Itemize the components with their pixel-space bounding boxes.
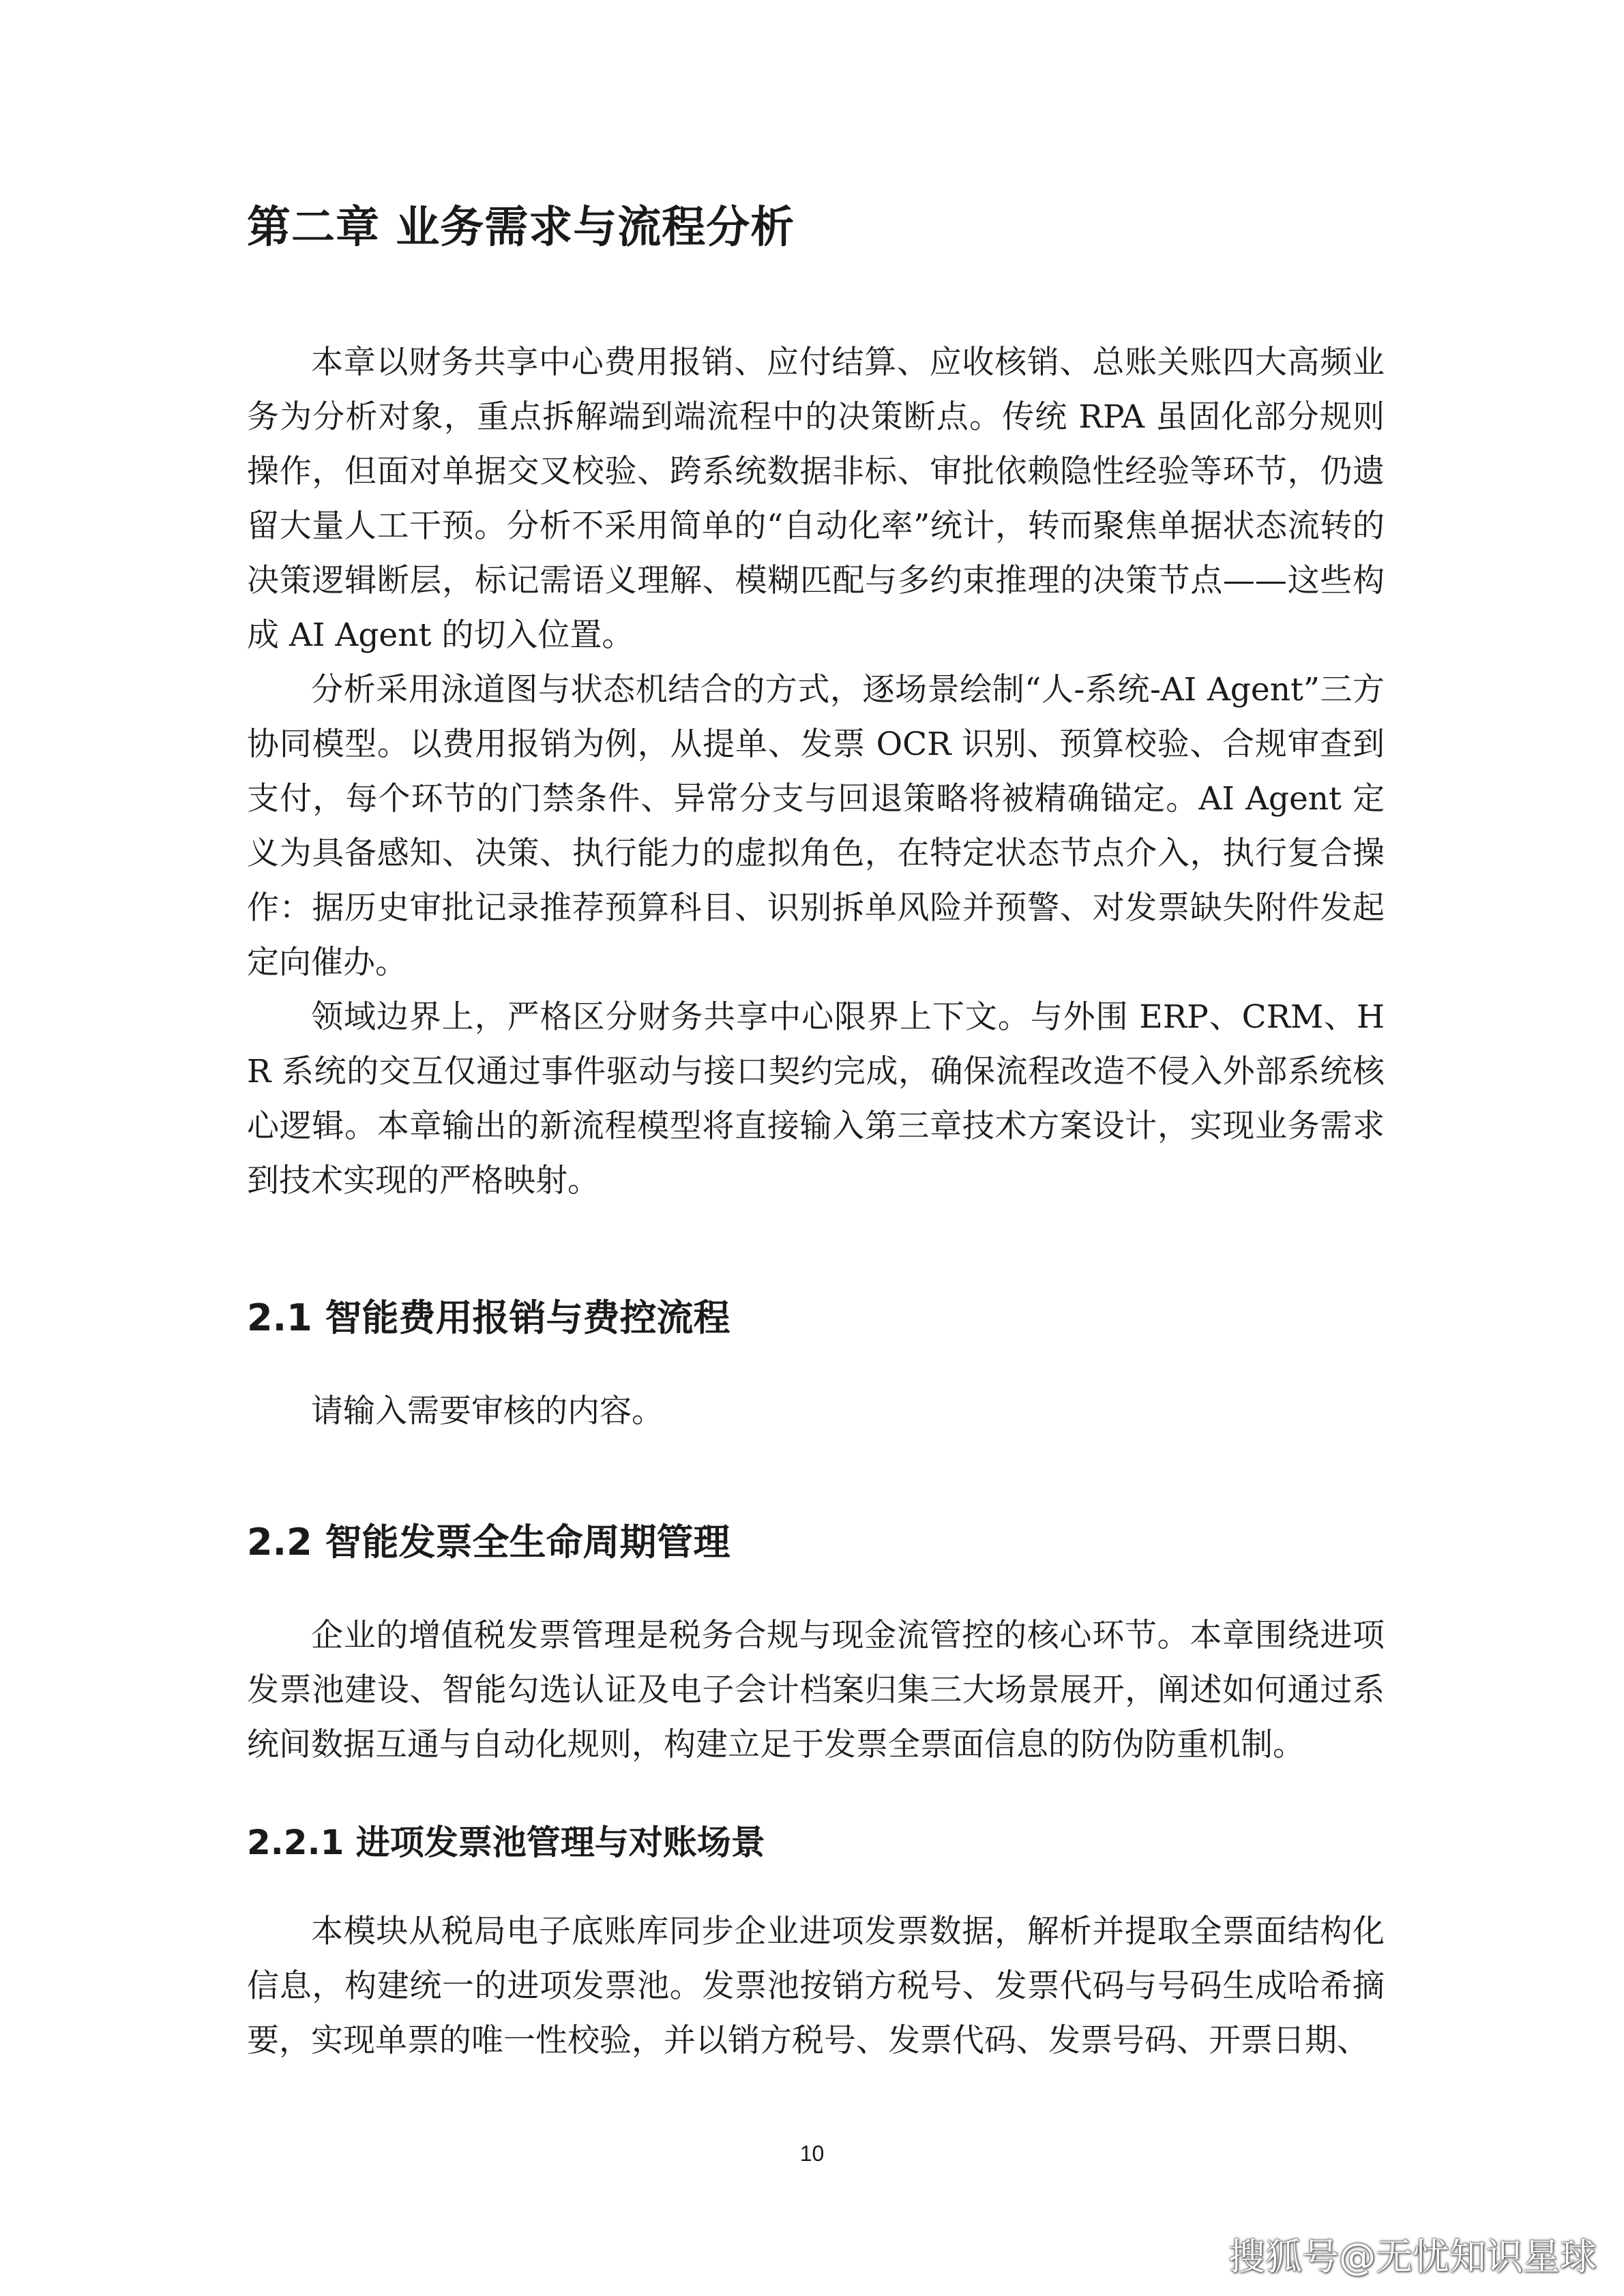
intro-paragraph-2: 分析采用泳道图与状态机结合的方式，逐场景绘制“人-系统-AI Agent”三方协同模型。以费用报销为例，从提单、发票 OCR 识别、预算校验、合规审查到支付，每个环节的门禁条件、异常分支与回退策略将被精确锚定。AI Agent 定义为具备感知、决策、执行能力的虚拟角色，在特定状态节点介入，执行复合操作：据历史审批记录推荐预算科目、识别拆单风险并预警、对发票缺失附件发起定向催办。: [247, 671, 1385, 981]
section-2-1-body: [247, 1384, 1385, 1439]
intro-paragraph-3: 领域边界上，严格区分财务共享中心限界上下文。与外围 ERP、CRM、HR 系统的交互仅通过事件驱动与接口契约完成，确保流程改造不侵入外部系统核心逻辑。本章输出的新流程模型将直接输入第三章技术方案设计，实现业务需求到技术实现的严格映射。: [247, 998, 1385, 1199]
section-2-1-heading: 2.1 智能费用报销与费控流程: [247, 1296, 730, 1339]
section-2-2-1-paragraph: 本模块从税局电子底账库同步企业进项发票数据，解析并提取全票面结构化信息，构建统一的进项发票池。发票池按销方税号、发票代码与号码生成哈希摘要，实现单票的唯一性校验，并以销方税号、发票代码、发票号码、开票日期、: [247, 1913, 1385, 2059]
chapter-title: 第二章 业务需求与流程分析: [247, 203, 795, 253]
page-number: 10: [799, 2141, 825, 2166]
intro-paragraph-1: 本章以财务共享中心费用报销、应付结算、应收核销、总账关账四大高频业务为分析对象，重点拆解端到端流程中的决策断点。传统 RPA 虽固化部分规则操作，但面对单据交叉校验、跨系统数据非标、审批依赖隐性经验等环节，仍遗留大量人工干预。分析不采用简单的“自动化率”统计，转而聚焦单据状态流转的决策逻辑断层，标记需语义理解、模糊匹配与多约束推理的决策节点——这些构成 AI Agent 的切入位置。: [247, 344, 1385, 654]
section-2-2-1-body: [247, 1905, 1385, 2068]
watermark: 搜狐号@无忧知识星球: [1228, 2235, 1597, 2278]
section-2-1-paragraph: 请输入需要审核的内容。: [311, 1392, 664, 1430]
section-2-2-heading: 2.2 智能发票全生命周期管理: [247, 1521, 730, 1564]
section-2-2-paragraph: 企业的增值税发票管理是税务合规与现金流管控的核心环节。本章围绕进项发票池建设、智能勾选认证及电子会计档案归集三大场景展开，阐述如何通过系统间数据互通与自动化规则，构建立足于发票全票面信息的防伪防重机制。: [247, 1617, 1385, 1763]
section-2-2-1-heading: 2.2.1 进项发票池管理与对账场景: [247, 1823, 765, 1862]
chapter-intro: [247, 336, 1385, 1208]
section-2-2-body: [247, 1609, 1385, 1772]
